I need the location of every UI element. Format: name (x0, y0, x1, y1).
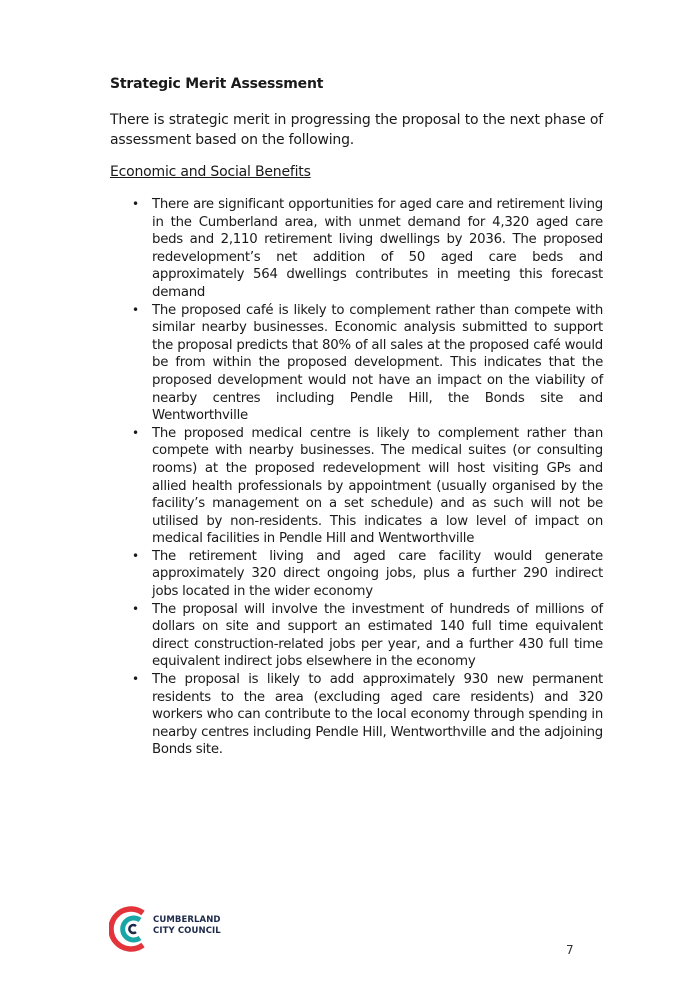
list-item (110, 196, 603, 302)
list-item-text: There are significant opportunities for aged care and retirement living in the Cumberland area, with unmet demand for 4,320 aged care beds and 2,110 retirement living dwellings by 2036. The proposed redevelopment’s net addition of 50 aged care beds and approximately 564 dwellings contributes in meeting this forecast demand (152, 197, 603, 300)
list-item-text: The retirement living and aged care facility would generate approximately 320 direct ongoing jobs, plus a further 290 indirect jobs located in the wider economy (152, 548, 603, 600)
logo-navy-arc (129, 925, 136, 933)
list-item-text: The proposed medical centre is likely to complement rather than compete with nearby businesses. The medical suites (or consulting rooms) at the proposed redevelopment will host visiting GPs and allied health professionals by appointment (usually organised by the facility’s management on a set schedule) and as such will not be utilised by non-residents. This indicates a low level of impact on medical facilities in Pendle Hill and Wentworthville (152, 425, 603, 547)
subsection-heading: Economic and Social Benefits (110, 164, 311, 180)
council-logo-icon (109, 905, 153, 953)
list-item (110, 671, 603, 759)
list-item-text: The proposal will involve the investment of hundreds of millions of dollars on site and support an estimated 140 full time equivalent direct construction-related jobs per year, and a further 430 full time equivalent indirect jobs elsewhere in the economy (152, 601, 603, 670)
logo-line-1: CUMBERLAND (153, 915, 221, 925)
list-item-text: The proposed café is likely to complement rather than compete with similar nearby businesses. Economic analysis submitted to support the proposal predicts that 80% of all sales at the proposed café would be from within the proposed development. This indicates that the proposed development would not have an impact on the viability of nearby centres including Pendle Hill, the Bonds site and Wentworthville (152, 302, 603, 424)
bullet-icon: • (132, 425, 139, 440)
benefits-list (110, 196, 603, 759)
bullet-icon: • (132, 197, 139, 211)
section-heading: Strategic Merit Assessment (110, 76, 324, 92)
list-item (110, 425, 603, 548)
bullet-icon: • (132, 302, 139, 317)
list-item (110, 548, 603, 601)
logo-teal-arc (123, 918, 140, 940)
list-item (110, 601, 603, 671)
logo-wordmark (153, 915, 221, 937)
intro-paragraph: There is strategic merit in progressing the proposal to the next phase of assessment based on the following. (110, 112, 603, 148)
bullet-icon: • (132, 601, 139, 616)
council-logo (109, 905, 269, 953)
logo-red-arc (111, 909, 143, 949)
list-item (110, 302, 603, 425)
bullet-icon: • (132, 672, 139, 687)
page-number: 7 (566, 943, 574, 957)
bullet-icon: • (132, 548, 139, 563)
logo-line-2: CITY COUNCIL (153, 926, 221, 936)
list-item-text: The proposal is likely to add approximately 930 new permanent residents to the area (excluding aged care residents) and 320 workers who can contribute to the local economy through spending in nearby centres including Pendle Hill, Wentworthville and the adjoining Bonds site. (152, 672, 603, 758)
